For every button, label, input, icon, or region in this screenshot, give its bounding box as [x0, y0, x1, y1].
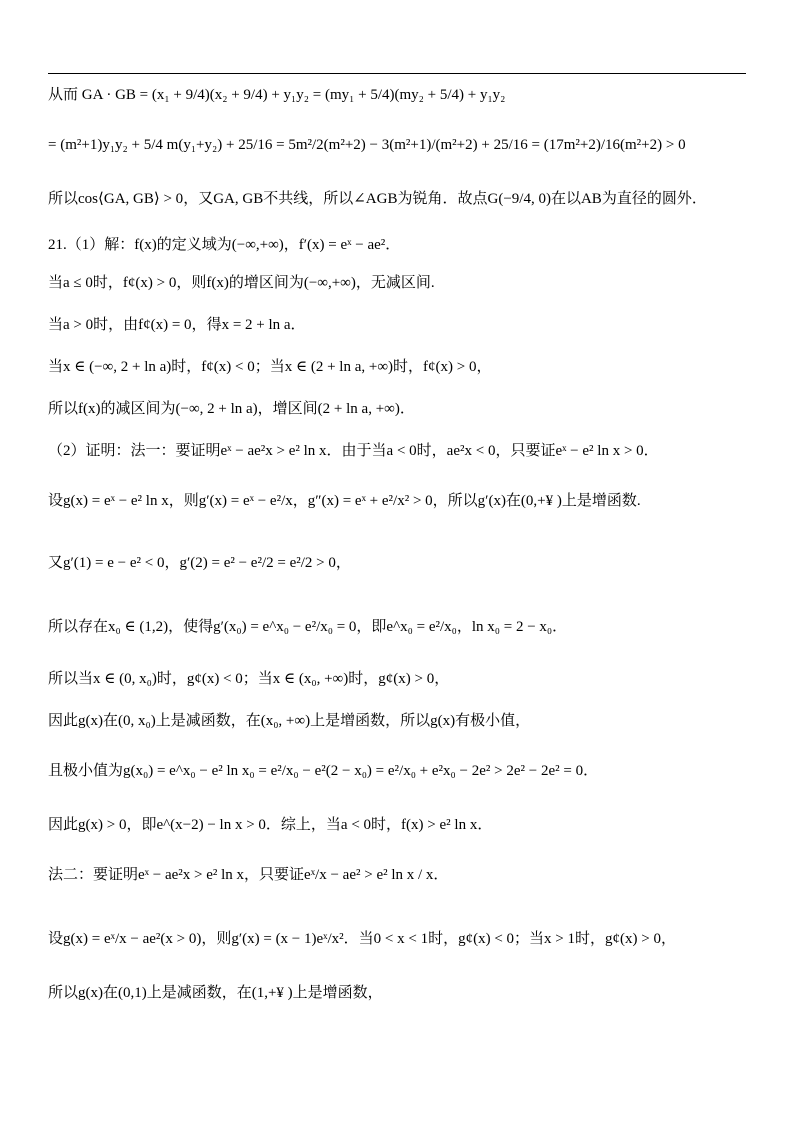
line-3-f: ∠AGB [353, 191, 398, 207]
line-11: 又g′(1) = e − e² < 0，g′(2) = e² − e²/2 = e²/2 > 0， [48, 555, 351, 571]
line-9: （2）证明：法一：要证明eˣ − ae²x > e² ln x．由于当a < 0时，ae²x < 0，只要证eˣ − e² ln x > 0． [48, 443, 659, 459]
line-18: 设g(x) = eˣ/x − ae²(x > 0)，则g′(x) = (x − 1)eˣ/x²．当0 < x < 1时，g¢(x) < 0；当x > 1时，g¢(x) > 0， [48, 931, 676, 947]
line-19: 所以g(x)在(0,1)上是减函数，在(1,+¥ )上是增函数， [48, 985, 383, 1001]
line-3-c: ，又 [183, 191, 214, 207]
line-1-text: 从而 [48, 87, 79, 103]
line-3-e: 不共线，所以 [263, 191, 354, 207]
line-6: 当a > 0时，由f¢(x) = 0，得x = 2 + ln a． [48, 317, 306, 333]
line-4: 21.（1）解：f(x)的定义域为(−∞,+∞)，f′(x) = eˣ − ae²． [48, 237, 401, 253]
line-2 [48, 138, 686, 153]
line-3-k: 为直径的圆外． [601, 191, 707, 207]
line-14: 因此g(x)在(0, x₀)上是减函数，在(x₀, +∞)上是增函数，所以g(x)有极小值， [48, 713, 531, 729]
line-13: 所以当x ∈ (0, x₀)时，g¢(x) < 0；当x ∈ (x₀, +∞)时，g¢(x) > 0， [48, 671, 450, 687]
line-1-math: GA · GB = (x₁ + 9/4)(x₂ + 9/4) + y₁y₂ = (my₁ + 5/4)(my₂ + 5/4) + y₁y₂ [81, 87, 506, 103]
line-3-a: 所以 [48, 191, 79, 207]
line-3-d: GA, GB [213, 191, 264, 207]
line-2-math: = (m²+1)y₁y₂ + 5/4 m(y₁+y₂) + 25/16 = 5m²/2(m²+2) − 3(m²+1)/(m²+2) + 25/16 = (17m²+2)/16(m²+2) > 0 [48, 137, 686, 153]
line-12: 所以存在x₀ ∈ (1,2)，使得g′(x₀) = e^x₀ − e²/x₀ = 0，即e^x₀ = e²/x₀，ln x₀ = 2 − x₀． [48, 619, 568, 635]
line-3-h: G(−9/4, 0) [487, 191, 551, 207]
line-3-b: cos⟨GA, GB⟩ > 0 [78, 191, 184, 207]
line-3-g: 为锐角．故点 [397, 191, 488, 207]
line-7: 当x ∈ (−∞, 2 + ln a)时，f¢(x) < 0；当x ∈ (2 + ln a, +∞)时，f¢(x) > 0， [48, 359, 492, 375]
top-rule [48, 73, 746, 74]
line-8: 所以f(x)的减区间为(−∞, 2 + ln a)，增区间(2 + ln a, +∞)． [48, 401, 415, 417]
line-3-i: 在以 [550, 191, 581, 207]
line-5: 当a ≤ 0时，f¢(x) > 0，则f(x)的增区间为(−∞,+∞)，无减区间. [48, 275, 435, 291]
line-10: 设g(x) = eˣ − e² ln x，则g′(x) = eˣ − e²/x，g″(x) = eˣ + e²/x² > 0，所以g′(x)在(0,+¥ )上是增函数. [48, 493, 641, 509]
line-15: 且极小值为g(x₀) = e^x₀ − e² ln x₀ = e²/x₀ − e²(2 − x₀) = e²/x₀ + e²x₀ − 2e² > 2e² − 2e² = 0． [48, 763, 599, 779]
line-3 [48, 192, 707, 207]
line-3-j: AB [580, 191, 602, 207]
line-17: 法二：要证明eˣ − ae²x > e² ln x，只要证eˣ/x − ae² > e² ln x / x． [48, 867, 449, 883]
line-1 [48, 88, 505, 103]
line-16: 因此g(x) > 0，即e^(x−2) − ln x > 0．综上，当a < 0时，f(x) > e² ln x． [48, 817, 493, 833]
